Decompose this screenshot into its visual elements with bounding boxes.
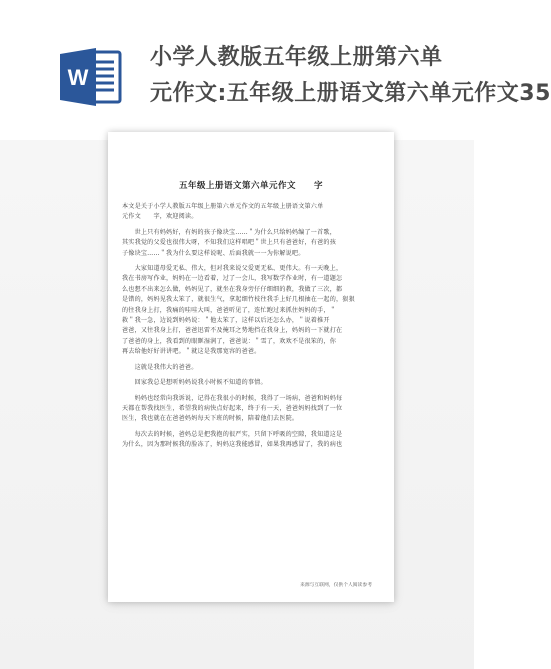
document-line: 回家我总是想听妈妈说我小时候不知道的事情。: [122, 379, 267, 387]
document-line: 爸爸，又往我身上打，爸爸迅雷不及掩耳之势地挡在我身上，妈妈的一下就打在: [122, 327, 343, 335]
banner: [0, 0, 551, 140]
document-line: 其实我觉的父爱也很伟大呀，不知我们这样唱吧＂世上只有爸爸好，有爸的孩: [122, 239, 336, 247]
document-footer: 来源与互联网，仅供个人阅读参考: [300, 583, 372, 588]
document-line: 的往我身上打，我痛的哇哇大叫，爸爸听见了，连忙跑过来抓住妈妈的手，＂: [122, 306, 336, 314]
document-line: 为什么，因为那时候我的脸冻了，妈妈这我能感冒，如果我再感冒了，我的病也: [122, 441, 343, 449]
document-line: 世上只有妈妈好，有妈的孩子像块宝……＂为什么只给妈妈编了一首歌，: [122, 228, 336, 236]
document-title: 五年级上册语文第六单元作文 字: [178, 181, 323, 191]
document-line: 么也想不出来怎么做，妈妈见了，就坐在我身旁仔仔细细的教，我做了三次，都: [122, 285, 343, 293]
document-line: 子像块宝……＂我为什么要这样说呢、后面我就一一为你解说吧。: [122, 249, 305, 257]
document-line: 了爸爸的身上，我看到的眼眶湿润了，爸爸说：＂雪了，欢欢不是很笨的，你: [122, 337, 336, 345]
banner-title-line-1: 小学人教版五年级上册第六单: [150, 45, 443, 70]
banner-title-line-2: 元作文:五年级上册语文第六单元作文35: [150, 81, 551, 106]
document-line: 这就是我伟大的爸爸。: [122, 363, 198, 371]
document-body: [122, 202, 380, 451]
document-line: 我在书房写作业，妈妈在一边看着，过了一会儿，我写数学作业时，有一道题怎: [122, 275, 343, 283]
document-line: 妈妈也经常向我诉说，记得在我很小的时候，我得了一场病，爸爸和妈妈每: [122, 394, 343, 402]
document-line: 每次去的时候，爸妈总是把我抱的很严实，只留下呼吸的空隙，我知道这是: [122, 430, 343, 438]
document-line: 元作文 字，欢迎阅读。: [122, 213, 198, 221]
document-page: [108, 132, 394, 602]
word-logo-letter: W: [67, 65, 89, 90]
document-line: 天都在帮我找医生，希望我的病快点好起来，终于有一天，爸爸妈妈找到了一位: [122, 404, 343, 412]
document-line: 本文是关于小学人教版五年级上册第六单元作文的五年级上册语文第六单: [122, 203, 324, 210]
document-line: 医生，我也就在在爸爸妈妈每天下班的时候，陪着他们去医院。: [122, 415, 299, 423]
document-line: 救＂我一急，边说到妈妈说：＂他太笨了，这样以后还怎么办，＂说着推开: [122, 317, 330, 325]
word-document-icon: [56, 42, 126, 112]
document-line: 是错的，妈妈见我太笨了，就很生气，拿起细竹枝往我手上好几根抽在一起的，狠狠: [122, 296, 355, 304]
document-line: 再去给他好好讲讲吧。＂就这是我那宽容的爸爸。: [122, 348, 261, 356]
document-line: 大家知道母爱无私、伟大，但对我来说父爱更无私、更伟大。有一天晚上，: [122, 265, 343, 273]
